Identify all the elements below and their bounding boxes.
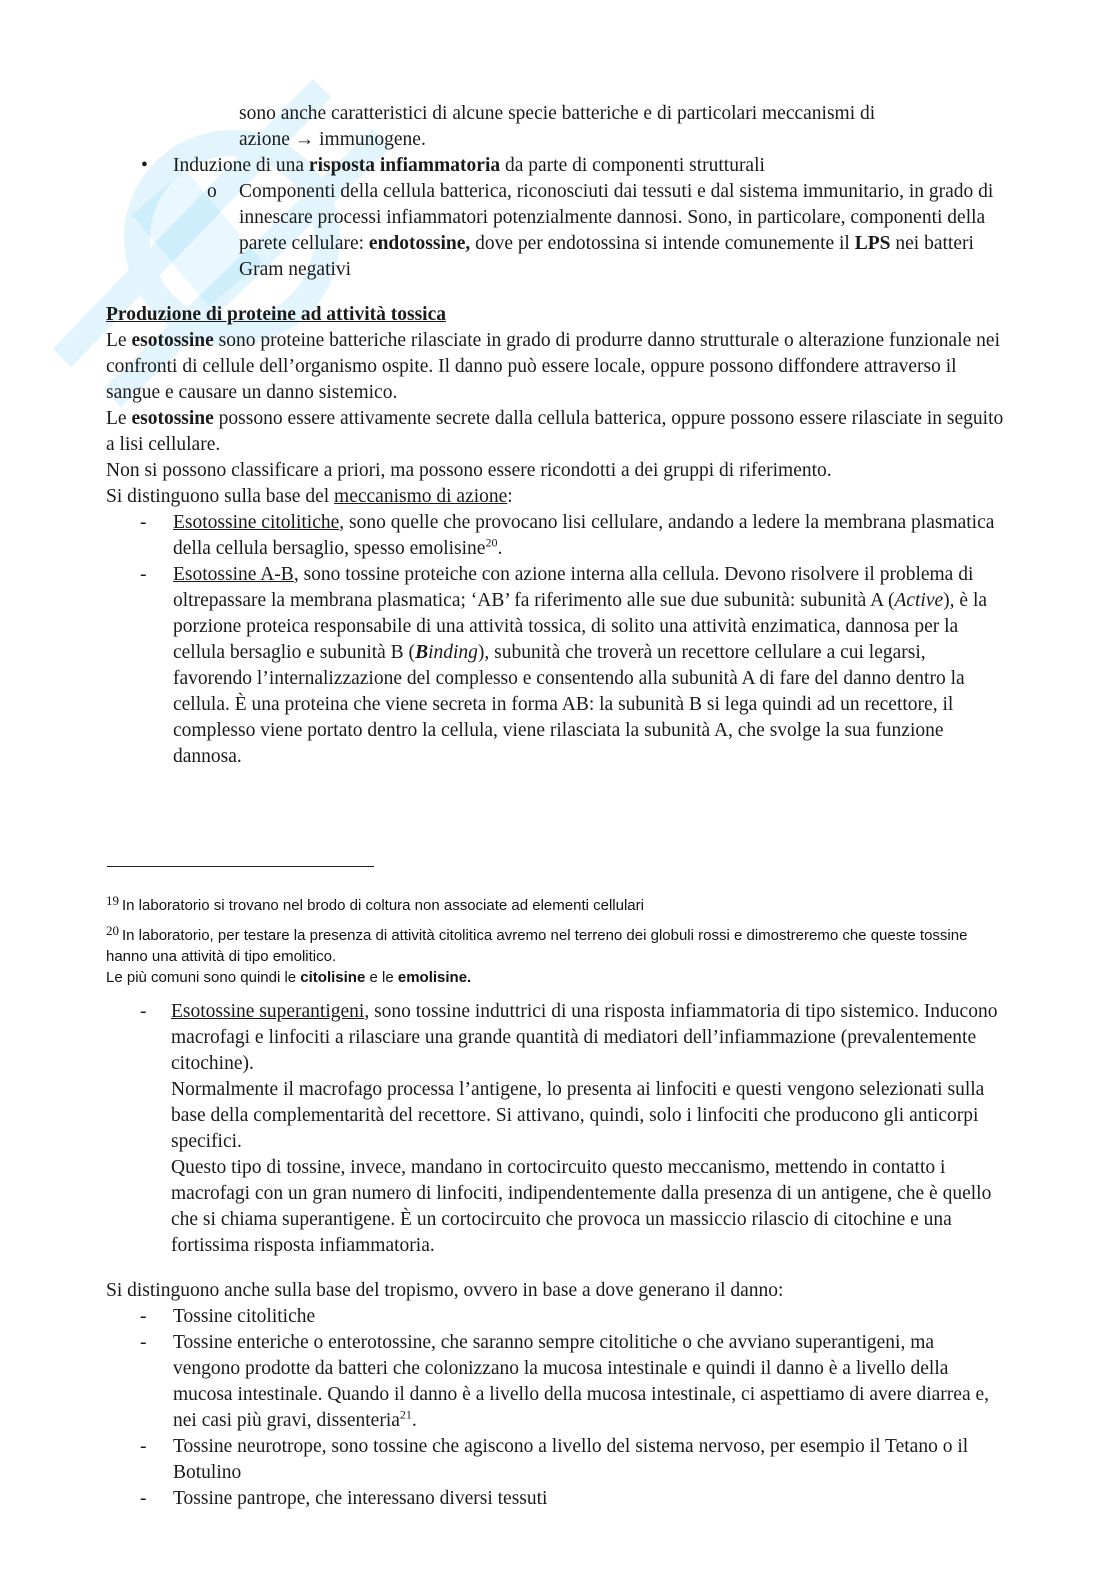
footnote-19: 19 In laboratorio si trovano nel brodo di coltura non associate ad elementi cellulari xyxy=(106,893,644,914)
list-dash: - xyxy=(140,564,147,585)
list-dash: - xyxy=(140,1332,147,1353)
footnote-20-continued: Le più comuni sono quindi le citolisine e le emolisine. xyxy=(106,969,472,986)
list-dash: - xyxy=(140,1306,147,1327)
footnotes xyxy=(106,890,1006,988)
bullet-marker: • xyxy=(141,155,148,176)
list-dash: - xyxy=(140,1436,147,1457)
list-item-superantigeni: Esotossine superantigeni, sono tossine induttrici di una risposta infiammatoria di tipo sistemico. Inducono macrofagi e linfociti a rilasciare una grande quantità di mediatori dell’infiammazione (prevalentemente citochine). Normalmente il macrofago processa l’antigene, lo presenta ai linfociti e questi vengono selezionati sulla base della complementarità del recettore. Si attivano, quindi, solo i linfociti che producono gli anticorpi specifici. Questo tipo di tossine, invece, mandano in cortocircuito questo meccanismo, mettendo in contatto i macrofagi con un gran numero di linfociti, indipendentemente dalla presenza di un antigene, che è quello che si chiama superantigene. È un cortocircuito che provoca un massiccio rilascio di citochine e una fortissima risposta infiammatoria. xyxy=(171,999,1003,1259)
exotoxin-section xyxy=(106,302,1011,510)
tropism-item-enteriche: Tossine enteriche o enterotossine, che saranno sempre citolitiche o che avviano superantigeni, ma vengono prodotte da batteri che colonizzano la mucosa intestinale e quindi il danno è a livello della mucosa intestinale. Quando il danno è a livello della mucosa intestinale, ci aspettiamo di avere diarrea e, nei casi più gravi, dissenteria$^{21}$. xyxy=(173,1332,990,1431)
footnote-20: 20 In laboratorio, per testare la presenza di attività citolitica avremo nel terreno dei globuli rossi e dimostreremo che queste tossine hanno una attività di tipo emolitico. xyxy=(106,923,968,965)
tropism-intro: Si distinguono anche sulla base del tropismo, ovvero in base a dove generano il danno: xyxy=(106,1280,784,1301)
paragraph-3: Non si possono classificare a priori, ma possono essere ricondotti a dei gruppi di riferimento. xyxy=(106,460,832,481)
list-dash: - xyxy=(140,512,147,533)
tropism-item-neurotrope: Tossine neurotrope, sono tossine che agiscono a livello del sistema nervoso, per esempio il Tetano o il Botulino xyxy=(173,1436,969,1483)
paragraph-4: Si distinguono sulla base del meccanismo di azione: xyxy=(106,486,513,507)
footnote-separator xyxy=(107,866,374,867)
sub-bullet-marker: o xyxy=(207,181,217,202)
paragraph-2: Le esotossine possono essere attivamente secrete dalla cellula batterica, oppure possono essere rilasciate in seguito a lisi cellulare. xyxy=(106,408,1004,455)
list-item-citolitiche: Esotossine citolitiche, sono quelle che provocano lisi cellulare, andando a ledere la membrana plasmatica della cellula bersaglio, spesso emolisine$^{20}$. xyxy=(173,512,995,559)
paragraph-1: Le esotossine sono proteine batteriche rilasciate in grado di produrre danno strutturale o alterazione funzionale nei confronti di cellule dell’organismo ospite. Il danno può essere locale, oppure possono diffondere attraverso il sangue e causare un danno sistemico. xyxy=(106,330,1000,403)
section-title: Produzione di proteine ad attività tossica xyxy=(106,304,446,325)
tropism-item-citolitiche: Tossine citolitiche xyxy=(173,1306,316,1327)
superantigen-paragraph-3: Questo tipo di tossine, invece, mandano in cortocircuito questo meccanismo, mettendo in contatto i macrofagi con un gran numero di linfociti, indipendentemente dalla presenza di un antigene, che è quello che si chiama superantigene. È un cortocircuito che provoca un massiccio rilascio di citochine e una fortissima risposta infiammatoria. xyxy=(171,1157,992,1256)
inflammatory-bullet: Induzione di una risposta infiammatoria da parte di componenti strutturali xyxy=(173,155,765,176)
inflammatory-subitem: Componenti della cellula batterica, riconosciuti dai tessuti e dal sistema immunitario, in grado di innescare processi infiammatori potenzialmente dannosi. Sono, in particolare, componenti della parete cellulare: endotossine, dove per endotossina si intende comunemente il LPS nei batteri Gram negativi xyxy=(239,181,994,280)
list-dash: - xyxy=(140,1488,147,1509)
list-item-ab: Esotossine A-B, sono tossine proteiche con azione interna alla cellula. Devono risolvere il problema di oltrepassare la membrana plasmatica; ‘AB’ fa riferimento alle sue due subunità: subunità A (Active), è la porzione proteica responsabile di una attività tossica, di solito una attività enzimatica, dannosa per la cellula bersaglio e subunità B (Binding), subunità che troverà un recettore cellulare a cui legarsi, favorendo l’internalizzazione del complesso e consentendo alla subunità A di fare del danno dentro la cellula. È una proteina che viene secreta in forma AB: la subunità B si lega quindi ad un recettore, il complesso viene portato dentro la cellula, viene rilasciata la subunità A, che svolge la sua funzione dannosa. xyxy=(173,564,988,767)
tropism-item-pantrope: Tossine pantrope, che interessano diversi tessuti xyxy=(173,1488,548,1509)
list-dash: - xyxy=(140,1001,147,1022)
superantigen-paragraph-2: Normalmente il macrofago processa l’antigene, lo presenta ai linfociti e questi vengono selezionati sulla base della complementarità del recettore. Si attivano, quindi, solo i linfociti che producono gli anticorpi specifici. xyxy=(171,1079,985,1152)
continuation-text: sono anche caratteristici di alcune specie batteriche e di particolari meccanismi di azione → immunogene. xyxy=(239,103,876,150)
